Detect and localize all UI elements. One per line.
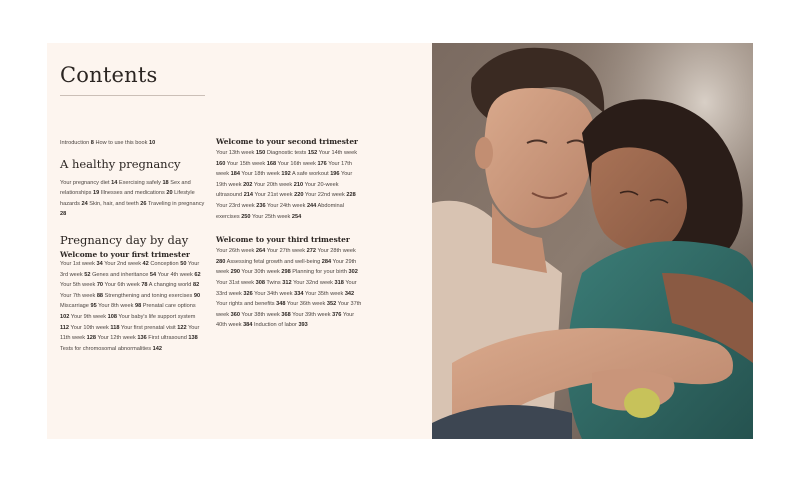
toc-entry-page: 280 xyxy=(216,258,226,265)
toc-entry xyxy=(60,282,103,288)
toc-entry-page: 82 xyxy=(192,282,200,289)
toc-entry-page: 62 xyxy=(194,271,201,278)
toc-entry xyxy=(60,293,103,299)
toc-entry-page: 34 xyxy=(96,260,103,267)
toc-entry-title: Sex and relationships xyxy=(60,179,191,197)
toc-entry-title: Your 6th week xyxy=(104,282,142,289)
toc-entry-title: Your 25th week xyxy=(251,213,292,220)
toc-entry xyxy=(216,150,265,156)
toc-entry-title: Strengthening and toning exercises xyxy=(104,292,194,299)
toc-entry xyxy=(95,140,155,146)
toc-entry xyxy=(267,248,316,254)
toc-entry-page: 78 xyxy=(141,282,148,289)
toc-entry xyxy=(60,346,162,352)
toc-entry-title: Your 40th week xyxy=(216,311,355,329)
toc-entry-title: Miscarriage xyxy=(60,303,91,310)
toc-entry xyxy=(92,272,156,278)
toc-entry-page: 342 xyxy=(344,290,355,297)
toc-entry-title: Your 19th week xyxy=(216,171,353,188)
toc-entry-page: 142 xyxy=(152,345,162,352)
toc-entry xyxy=(287,301,336,307)
third-trimester-entries xyxy=(216,246,362,331)
toc-entry xyxy=(216,301,285,307)
toc-entry xyxy=(216,203,266,209)
toc-entry-title: Twins xyxy=(266,279,283,286)
toc-entry-page: 168 xyxy=(266,160,277,167)
toc-entry xyxy=(252,214,301,220)
subheading-second-trimester: Welcome to your second trimester xyxy=(216,137,358,146)
toc-entry-page: 24 xyxy=(81,200,88,207)
toc-entry-page: 19 xyxy=(92,190,100,197)
toc-entry-title: Diagnostic tests xyxy=(266,150,308,156)
toc-entry-page: 160 xyxy=(216,160,226,167)
toc-entry-title: A safe workout xyxy=(291,171,331,178)
toc-entry-title: Lifestyle hazards xyxy=(60,190,195,207)
toc-entry-title: Your 12th week xyxy=(97,335,138,342)
healthy-entries xyxy=(60,178,206,220)
toc-entry-page: 290 xyxy=(230,269,240,276)
toc-entry-page: 136 xyxy=(137,335,147,342)
toc-entry-title: Your 7th week xyxy=(60,292,97,299)
toc-entry-title: Prenatal care options xyxy=(142,303,196,310)
toc-entry-page: 376 xyxy=(332,311,342,318)
toc-entry-page: 236 xyxy=(256,202,266,209)
toc-entry-title: Your 2nd week xyxy=(104,260,143,267)
toc-entry xyxy=(89,201,146,207)
couple-photo-illustration xyxy=(432,43,753,439)
toc-entry-page: 360 xyxy=(230,311,240,318)
toc-entry-title: Your 22nd week xyxy=(304,192,347,199)
toc-entry-title: Abdominal exercises xyxy=(216,202,344,220)
toc-entry xyxy=(278,161,327,167)
toc-entry-page: 8 xyxy=(90,140,94,146)
toc-entry-page: 128 xyxy=(86,335,96,342)
toc-entry-page: 14 xyxy=(111,179,118,186)
toc-entry-page: 150 xyxy=(255,150,266,156)
toc-entry-title: Exercising safely xyxy=(118,179,163,186)
toc-entry-page: 196 xyxy=(330,171,340,178)
toc-entry-title: Your 23rd week xyxy=(216,202,257,209)
first-trimester-entries xyxy=(60,259,206,354)
toc-entry-page: 368 xyxy=(281,311,291,318)
toc-entry xyxy=(150,261,186,267)
toc-entry xyxy=(158,272,201,278)
toc-entry-title: Induction of labor xyxy=(253,322,299,329)
toc-entry-title: Assessing fetal growth and well-being xyxy=(226,258,322,265)
toc-entry xyxy=(266,280,291,286)
toc-entry-title: Your 4th week xyxy=(157,271,195,278)
toc-entry-page: 308 xyxy=(255,279,265,286)
toc-entry-title: Your 29th week xyxy=(216,258,357,276)
toc-entry-title: Your 33rd week xyxy=(216,279,357,297)
toc-entry xyxy=(104,261,149,267)
toc-entry-title: Your 20th week xyxy=(253,181,294,188)
toc-entry xyxy=(60,303,97,309)
contents-page xyxy=(47,43,432,439)
toc-entry-title: Your 18th week xyxy=(241,171,282,178)
toc-entry-page: 326 xyxy=(243,290,253,297)
toc-entry-title: Your 20-week ultrasound xyxy=(216,181,339,199)
toc-entry-title: Your 11th week xyxy=(60,324,200,342)
subheading-first-trimester: Welcome to your first trimester xyxy=(60,249,190,259)
toc-entry-title: Your 31st week xyxy=(216,279,256,286)
toc-entry-page: 264 xyxy=(255,248,266,255)
toc-entry-page: 318 xyxy=(334,279,344,286)
toc-entry-title: Your 37th week xyxy=(216,301,362,318)
toc-entry-page: 228 xyxy=(346,192,356,199)
toc-entry-title: Your 17th week xyxy=(216,160,352,178)
toc-entry-title: Traveling in pregnancy xyxy=(147,200,205,207)
toc-entry-page: 138 xyxy=(188,335,198,342)
toc-entry-page: 250 xyxy=(241,213,251,220)
toc-entry xyxy=(227,259,332,265)
toc-entry xyxy=(216,280,265,286)
toc-entry-page: 298 xyxy=(281,269,291,276)
toc-entry-title: First ultrasound xyxy=(148,335,189,342)
toc-entry xyxy=(292,269,358,275)
toc-entry xyxy=(293,280,344,286)
book-spread xyxy=(47,43,753,439)
toc-entry xyxy=(267,203,316,209)
toc-column-right xyxy=(216,137,362,331)
toc-entry-page: 393 xyxy=(298,322,308,329)
toc-entry-title: How to use this book xyxy=(95,140,149,146)
toc-entry xyxy=(292,171,340,177)
toc-entry-title: Your 10th week xyxy=(70,324,111,331)
toc-entry xyxy=(254,322,308,328)
toc-entry xyxy=(241,269,290,275)
toc-entry xyxy=(292,312,341,318)
toc-entry xyxy=(305,291,354,297)
toc-entry-title: Your 34th week xyxy=(254,290,295,297)
toc-entry-page: 102 xyxy=(60,313,70,320)
toc-entry-page: 152 xyxy=(307,150,318,156)
toc-entry-title: Your 30th week xyxy=(241,269,282,276)
toc-entry xyxy=(305,192,356,198)
toc-entry xyxy=(216,248,265,254)
intro-entries xyxy=(60,138,206,149)
toc-entry xyxy=(105,293,200,299)
toc-entry-page: 50 xyxy=(180,260,187,267)
toc-entry xyxy=(71,314,117,320)
toc-entry-page: 214 xyxy=(243,192,254,199)
toc-entry xyxy=(119,180,169,186)
toc-entry-title: Illnesses and medications xyxy=(100,190,167,197)
toc-entry-page: 122 xyxy=(177,324,187,331)
toc-entry-page: 312 xyxy=(282,279,292,286)
toc-entry-title: Your 8th week xyxy=(98,303,135,310)
toc-entry xyxy=(70,325,119,331)
toc-entry-page: 88 xyxy=(96,292,104,299)
toc-entry-page: 20 xyxy=(166,190,173,197)
toc-entry-title: Introduction xyxy=(60,140,91,146)
toc-entry xyxy=(227,161,276,167)
toc-entry-page: 10 xyxy=(148,140,156,146)
toc-entry-page: 202 xyxy=(243,181,253,188)
toc-entry-page: 176 xyxy=(317,160,327,167)
toc-entry-page: 42 xyxy=(142,260,149,267)
toc-entry-title: Your pregnancy diet xyxy=(60,179,112,186)
toc-entry-title: Your first prenatal visit xyxy=(120,324,178,331)
toc-entry xyxy=(98,303,141,309)
toc-entry-page: 352 xyxy=(326,301,337,308)
toc-entry-title: Your 13th week xyxy=(216,150,256,156)
toc-entry-page: 210 xyxy=(293,181,304,188)
toc-entry xyxy=(254,291,303,297)
toc-entry-title: Your 16th week xyxy=(277,160,318,167)
toc-entry-title: Conception xyxy=(150,260,181,267)
toc-entry-title: Your 35th week xyxy=(304,290,345,297)
toc-entry-page: 26 xyxy=(140,200,147,207)
title-divider xyxy=(60,95,205,96)
toc-entry-page: 220 xyxy=(294,192,304,199)
toc-entry-page: 108 xyxy=(107,313,117,320)
toc-entry-page: 18 xyxy=(162,179,169,186)
toc-entry-page: 95 xyxy=(90,303,97,310)
toc-entry xyxy=(254,182,303,188)
toc-entry-title: Your 26th week xyxy=(216,248,256,255)
toc-entry-page: 384 xyxy=(243,322,253,329)
toc-entry-title: Your 24th week xyxy=(267,202,307,209)
toc-entry xyxy=(60,140,94,146)
toc-column-left xyxy=(60,138,206,354)
toc-entry-page: 28 xyxy=(60,211,67,218)
toc-entry xyxy=(97,335,146,341)
toc-entry-page: 244 xyxy=(306,202,317,209)
toc-entry-page: 52 xyxy=(84,271,91,278)
toc-entry-page: 284 xyxy=(321,258,332,265)
toc-entry-page: 90 xyxy=(193,292,201,299)
toc-entry xyxy=(254,192,303,198)
toc-entry xyxy=(105,282,148,288)
toc-entry-title: Your 38th week xyxy=(241,311,282,318)
toc-entry xyxy=(241,171,290,177)
toc-entry xyxy=(60,261,103,267)
toc-entry-title: Your 36th week xyxy=(286,301,327,308)
toc-entry-title: Planning for your birth xyxy=(292,269,349,276)
toc-entry xyxy=(149,282,199,288)
toc-entry xyxy=(60,180,117,186)
second-trimester-entries xyxy=(216,148,362,222)
toc-entry-page: 54 xyxy=(149,271,157,278)
subheading-third-trimester: Welcome to your third trimester xyxy=(216,235,350,245)
toc-entry xyxy=(121,325,187,331)
toc-entry-page: 70 xyxy=(96,282,104,289)
toc-entry-title: Your rights and benefits xyxy=(216,301,277,308)
page-title: Contents xyxy=(60,63,158,87)
toc-entry-title: Your 9th week xyxy=(70,313,108,320)
toc-entry-title: Skin, hair, and teeth xyxy=(89,200,141,207)
toc-entry xyxy=(101,190,173,196)
toc-entry-title: Your 1st week xyxy=(60,260,97,267)
toc-entry-page: 334 xyxy=(294,290,304,297)
toc-entry-title: Your 14th week xyxy=(318,150,358,156)
toc-entry-title: Your 32nd week xyxy=(293,279,335,286)
toc-entry-title: Your baby's life support system xyxy=(118,313,196,320)
toc-entry xyxy=(241,312,290,318)
toc-entry-page: 192 xyxy=(281,171,291,178)
toc-entry-title: Your 28th week xyxy=(317,248,356,255)
toc-entry-page: 272 xyxy=(306,248,316,255)
toc-entry-title: Your 39th week xyxy=(292,311,333,318)
section-heading-healthy: A healthy pregnancy xyxy=(60,156,181,171)
toc-entry-title: Your 15th week xyxy=(226,160,267,167)
toc-entry-page: 112 xyxy=(60,324,70,331)
toc-entry xyxy=(267,150,317,156)
toc-entry-title: Tests for chromosomal abnormalities xyxy=(60,345,153,352)
toc-entry-page: 254 xyxy=(291,213,302,220)
toc-entry-title: Your 3rd week xyxy=(60,260,200,278)
toc-entry-title: Your 5th week xyxy=(60,282,97,289)
toc-entry-title: Your 27th week xyxy=(266,248,307,255)
section-heading-daybyday: Pregnancy day by day xyxy=(60,232,189,247)
toc-entry-page: 302 xyxy=(348,269,358,276)
toc-entry-page: 184 xyxy=(230,171,240,178)
toc-entry-title: Genes and inheritance xyxy=(92,271,150,278)
toc-entry-page: 98 xyxy=(134,303,142,310)
toc-entry-title: A changing world xyxy=(148,282,193,289)
toc-entry-title: Your 21st week xyxy=(254,192,295,199)
toc-entry xyxy=(148,335,197,341)
couple-photo xyxy=(432,43,753,439)
toc-entry-page: 118 xyxy=(110,324,120,331)
toc-entry-page: 348 xyxy=(276,301,286,308)
